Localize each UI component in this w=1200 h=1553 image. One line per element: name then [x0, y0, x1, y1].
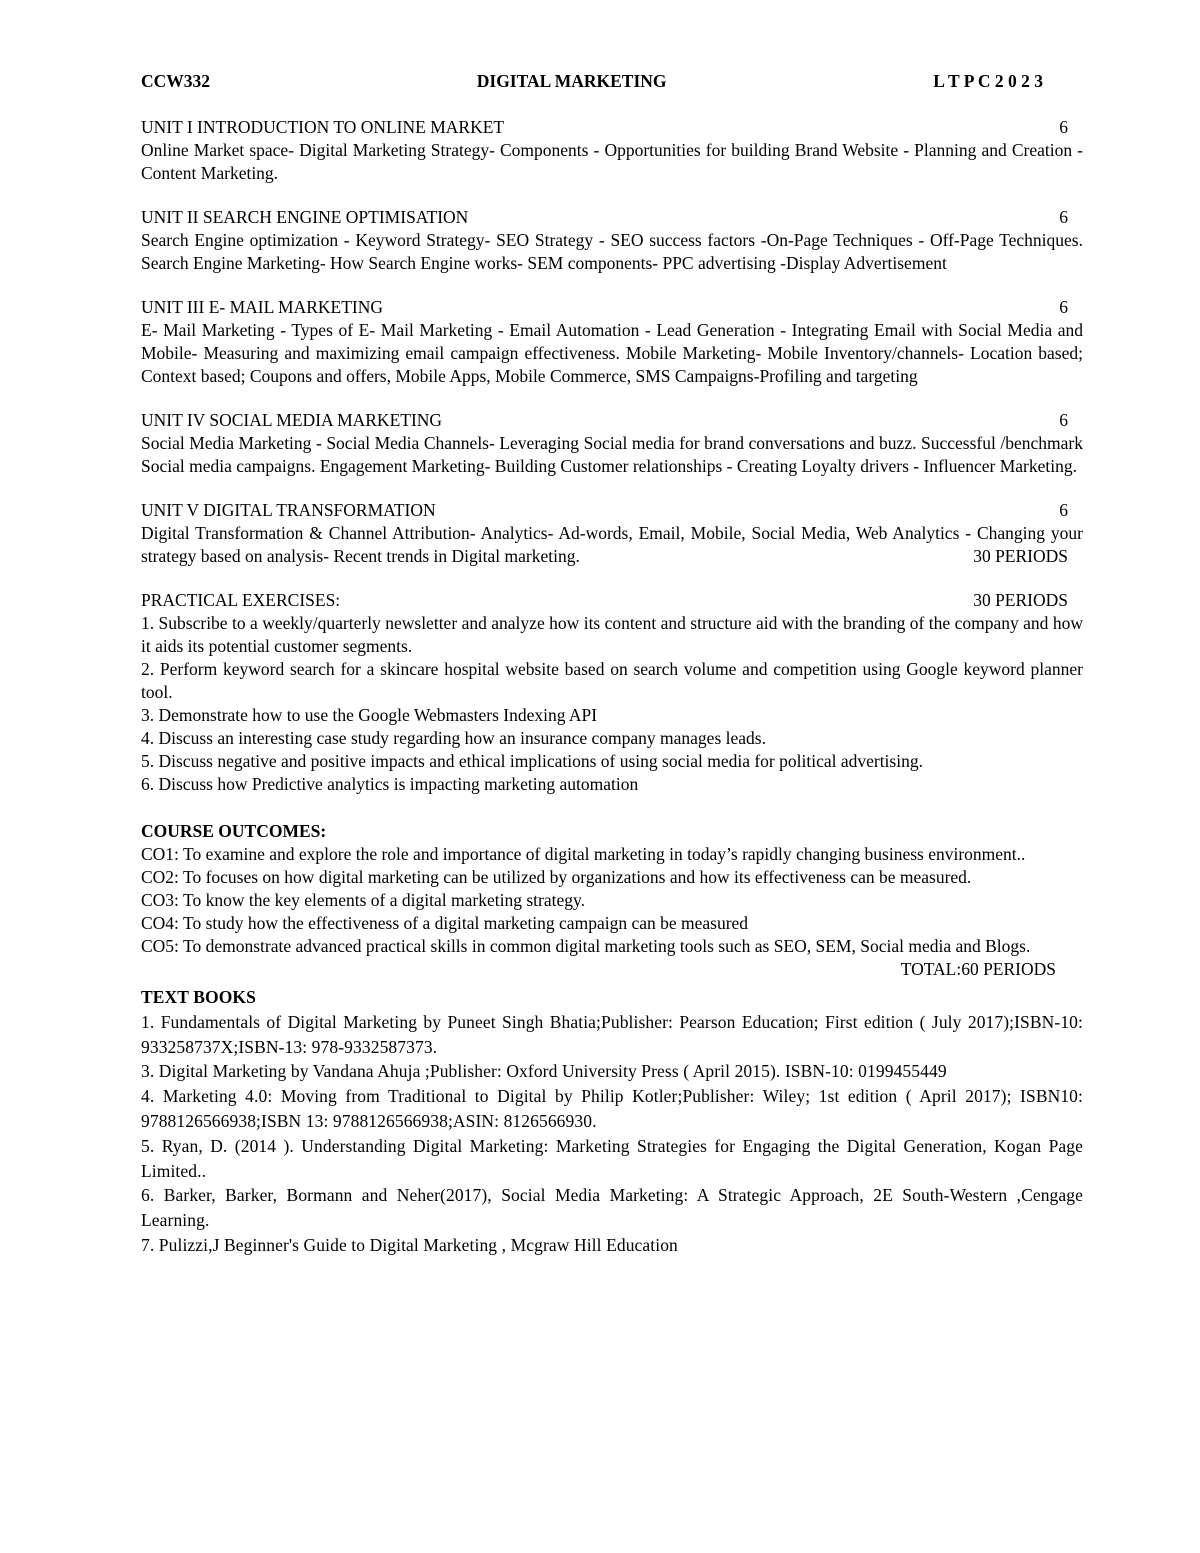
textbook-item: 5. Ryan, D. (2014 ). Understanding Digital Marketing: Marketing Strategies for Engaging the Digital Generation, Kogan Page Limited..: [141, 1135, 1083, 1181]
textbook-item: 4. Marketing 4.0: Moving from Traditional to Digital by Philip Kotler;Publisher: Wiley; 1st edition ( April 2017); ISBN10: 9788126566938;ISBN 13: 9788126566938;ASIN: 8126566930.: [141, 1086, 1083, 1131]
unit-5: [141, 499, 1083, 568]
practical-exercises: [141, 589, 1083, 796]
unit-3: [141, 296, 1083, 388]
outcome-item-wrap: [141, 935, 1083, 979]
unit-body: Online Market space- Digital Marketing Strategy- Components - Opportunities for building Brand Website - Planning and Creation - Content Marketing.: [141, 140, 1083, 183]
total-periods: TOTAL:60 PERIODS: [900, 959, 1056, 979]
outcome-item: CO2: To focuses on how digital marketing can be utilized by organizations and how its effectiveness can be measured.: [141, 867, 972, 887]
outcome-item: CO1: To examine and explore the role and importance of digital marketing in today’s rapidly changing business environment..: [141, 844, 1026, 864]
outcome-item: CO4: To study how the effectiveness of a digital marketing campaign can be measured: [141, 913, 749, 933]
outcomes-title: COURSE OUTCOMES:: [141, 821, 327, 841]
practical-item: 4. Discuss an interesting case study regarding how an insurance company manages leads.: [141, 728, 766, 748]
document-body: [141, 116, 1083, 1279]
practical-item: 2. Perform keyword search for a skincare hospital website based on search volume and competition using Google keyword planner tool.: [141, 659, 1083, 702]
unit-body: E- Mail Marketing - Types of E- Mail Marketing - Email Automation - Lead Generation - Integrating Email with Social Media and Mobile- Measuring and maximizing email campaign effectiveness. Mobile Marketing- Mobile Inventory/channels- Location based; Context based; Coupons and offers, Mobile Apps, Mobile Commerce, SMS Campaigns-Profiling and targeting: [141, 320, 1083, 386]
practical-item: 1. Subscribe to a weekly/quarterly newsletter and analyze how its content and structure aid with the branding of the company and how it aids its potential customer segments.: [141, 613, 1083, 656]
unit-4: [141, 409, 1083, 478]
ltpc: L T P C 2 0 2 3: [933, 71, 1043, 91]
textbook-item: 6. Barker, Barker, Bormann and Neher(2017), Social Media Marketing: A Strategic Approach, 2E South-Western ,Cengage Learning.: [141, 1185, 1083, 1231]
practical-item: 5. Discuss negative and positive impacts and ethical implications of using social media for political advertising.: [141, 751, 923, 771]
unit-hours: 6: [1059, 410, 1068, 430]
textbook-item: 3. Digital Marketing by Vandana Ahuja ;Publisher: Oxford University Press ( April 2015). ISBN-10: 0199455449: [141, 1061, 947, 1082]
textbook-item: 1. Fundamentals of Digital Marketing by Puneet Singh Bhatia;Publisher: Pearson Education; First edition ( July 2017);ISBN-10: 933258737X;ISBN-13: 978-9332587373.: [141, 1011, 1083, 1057]
textbooks-title: TEXT BOOKS: [141, 987, 256, 1007]
unit-title: UNIT I INTRODUCTION TO ONLINE MARKET: [141, 117, 505, 137]
practical-periods: 30 PERIODS: [973, 590, 1068, 610]
unit-1: [141, 116, 1083, 185]
text-books: [141, 985, 1083, 1258]
practical-title: PRACTICAL EXERCISES:: [141, 590, 341, 610]
practical-item: 6. Discuss how Predictive analytics is impacting marketing automation: [141, 774, 639, 794]
unit-hours: 6: [1059, 297, 1068, 317]
unit-title: UNIT II SEARCH ENGINE OPTIMISATION: [141, 207, 469, 227]
page-header: [141, 71, 1043, 92]
textbook-item: 7. Pulizzi,J Beginner's Guide to Digital Marketing , Mcgraw Hill Education: [141, 1234, 678, 1255]
outcome-item: CO3: To know the key elements of a digital marketing strategy.: [141, 890, 585, 910]
unit-hours: 6: [1059, 207, 1068, 227]
unit-title: UNIT V DIGITAL TRANSFORMATION: [141, 500, 436, 520]
unit-body: Search Engine optimization - Keyword Strategy- SEO Strategy - SEO success factors -On-Page Techniques - Off-Page Techniques. Search Engine Marketing- How Search Engine works- SEM components- PPC advertising -Display Advertisement: [141, 230, 1083, 273]
course-code: CCW332: [141, 71, 211, 91]
outcome-item: CO5: To demonstrate advanced practical skills in common digital marketing tools such as SEO, SEM, Social media and Blogs.: [141, 936, 1031, 956]
unit-hours: 6: [1059, 117, 1068, 137]
unit-periods: 30 PERIODS: [973, 546, 1068, 566]
practical-item: 3. Demonstrate how to use the Google Webmasters Indexing API: [141, 705, 598, 725]
unit-body: Digital Transformation & Channel Attribution- Analytics- Ad-words, Email, Mobile, Social Media, Web Analytics - Changing your strategy based on analysis- Recent trends in Digital marketing.: [141, 523, 1083, 566]
unit-2: [141, 206, 1083, 275]
unit-body: Social Media Marketing - Social Media Channels- Leveraging Social media for brand conversations and buzz. Successful /benchmark Social media campaigns. Engagement Marketing- Building Customer relationships - Creating Loyalty drivers - Influencer Marketing.: [141, 433, 1083, 476]
course-title: DIGITAL MARKETING: [476, 71, 667, 91]
unit-body-wrap: [141, 522, 1083, 568]
unit-title: UNIT IV SOCIAL MEDIA MARKETING: [141, 410, 443, 430]
course-outcomes: [141, 820, 1083, 979]
unit-title: UNIT III E- MAIL MARKETING: [141, 297, 384, 317]
unit-hours: 6: [1059, 500, 1068, 520]
